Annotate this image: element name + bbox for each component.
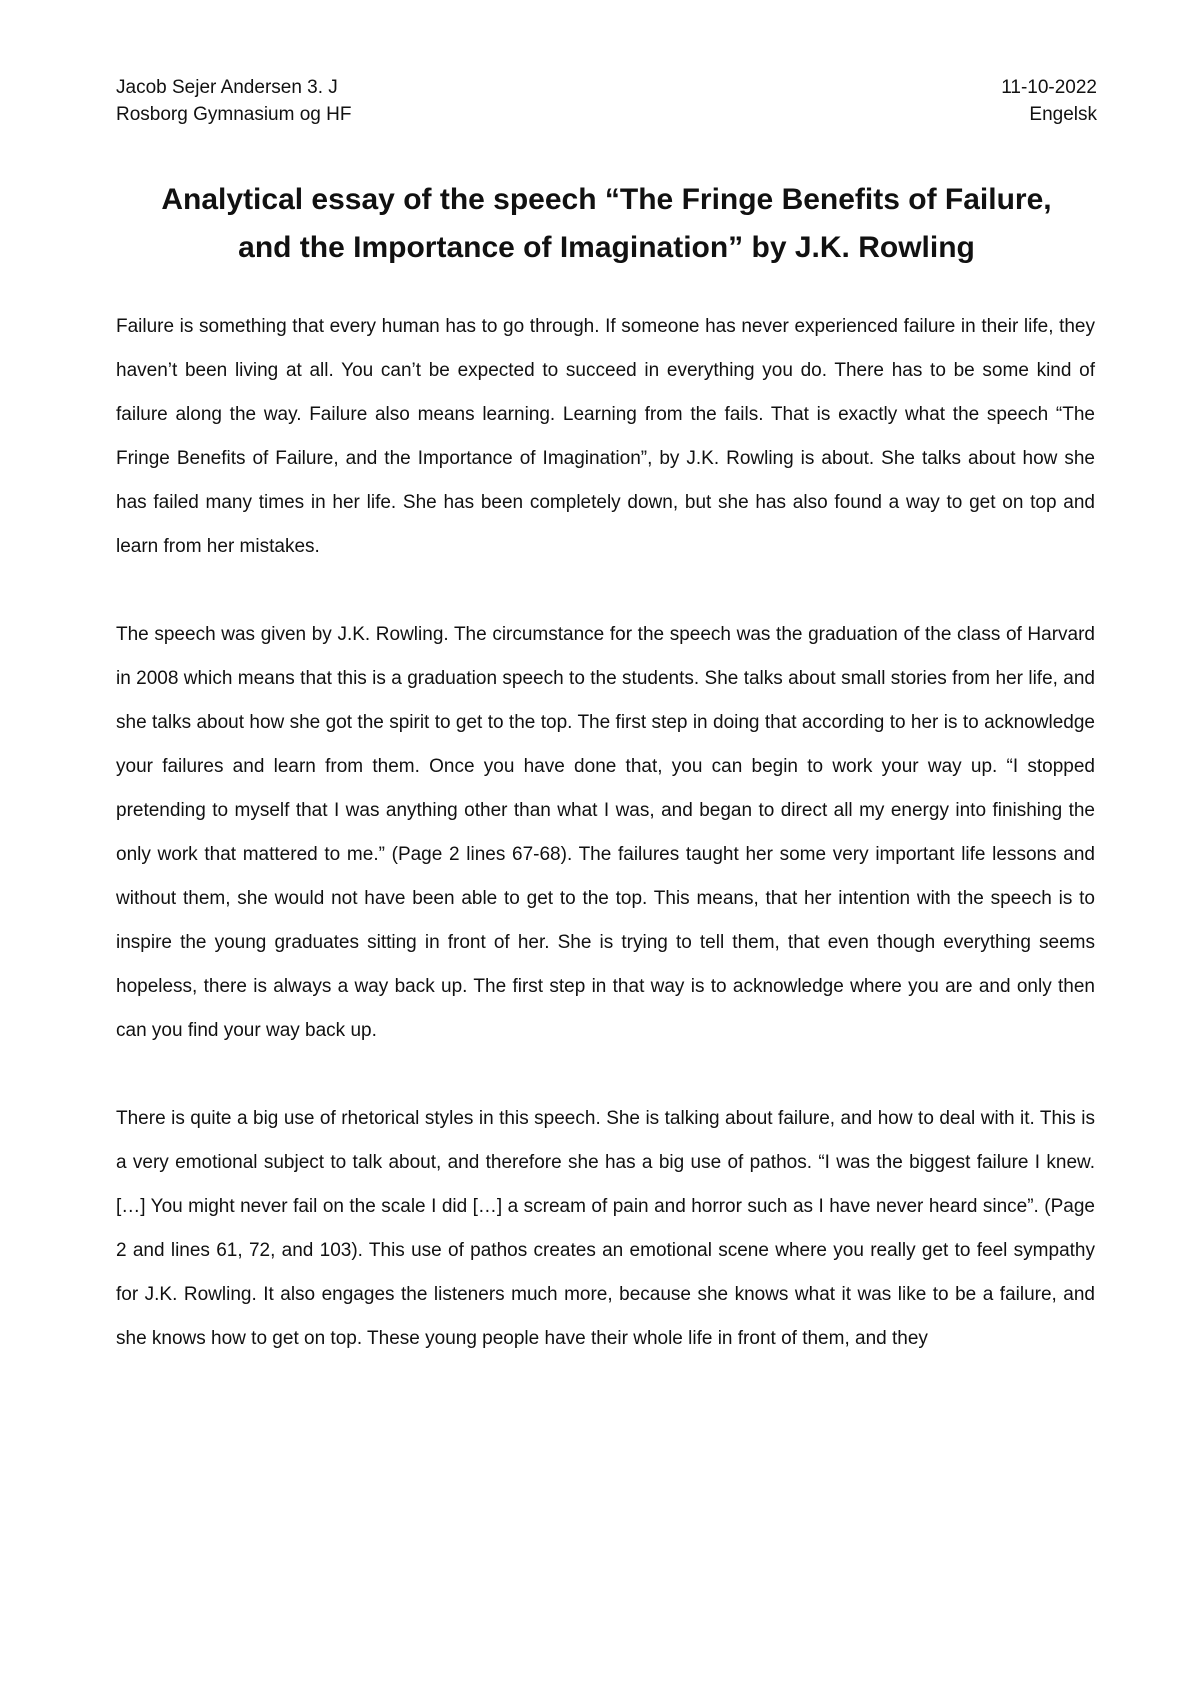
document-header (116, 74, 1097, 128)
header-row-2 (116, 101, 1097, 128)
paragraph-1: Failure is something that every human has to go through. If someone has never experienced failure in their life, they haven’t been living at all. You can’t be expected to succeed in everything you do. There has to be some kind of failure along the way. Failure also means learning. Learning from the fails. That is exactly what the speech “The Fringe Benefits of Failure, and the Importance of Imagination”, by J.K. Rowling is about. She talks about how she has failed many times in her life. She has been completely down, but she has also found a way to get on top and learn from her mistakes. (116, 316, 1095, 557)
subject-name: Engelsk (1029, 104, 1097, 125)
document-date: 11-10-2022 (1001, 77, 1097, 98)
header-row-1 (116, 74, 1097, 101)
essay-title (116, 176, 1097, 272)
paragraph-3: There is quite a big use of rhetorical styles in this speech. She is talking about failure, and how to deal with it. This is a very emotional subject to talk about, and therefore she has a big use of pathos. “I was the biggest failure I knew. […] You might never fail on the scale I did […] a scream of pain and horror such as I have never heard since”. (Page 2 and lines 61, 72, and 103). This use of pathos creates an emotional scene where you really get to feel sympathy for J.K. Rowling. It also engages the listeners much more, because she knows what it was like to be a failure, and she knows how to get on top. These young people have their whole life in front of them, and they (116, 1108, 1095, 1349)
author-name: Jacob Sejer Andersen 3. J (116, 77, 338, 98)
essay-body (116, 305, 1095, 1361)
essay-title-line-2: and the Importance of Imagination” by J.K. Rowling (238, 231, 975, 264)
paragraph-2: The speech was given by J.K. Rowling. The circumstance for the speech was the graduation of the class of Harvard in 2008 which means that this is a graduation speech to the students. She talks about small stories from her life, and she talks about how she got the spirit to get to the top. The first step in doing that according to her is to acknowledge your failures and learn from them. Once you have done that, you can begin to work your way up. “I stopped pretending to myself that I was anything other than what I was, and began to direct all my energy into finishing the only work that mattered to me.” (Page 2 lines 67-68). The failures taught her some very important life lessons and without them, she would not have been able to get to the top. This means, that her intention with the speech is to inspire the young graduates sitting in front of her. She is trying to tell them, that even though everything seems hopeless, there is always a way back up. The first step in that way is to acknowledge where you are and only then can you find your way back up. (116, 624, 1095, 1041)
essay-title-line-1: Analytical essay of the speech “The Fringe Benefits of Failure, (161, 183, 1052, 216)
school-name: Rosborg Gymnasium og HF (116, 104, 352, 125)
